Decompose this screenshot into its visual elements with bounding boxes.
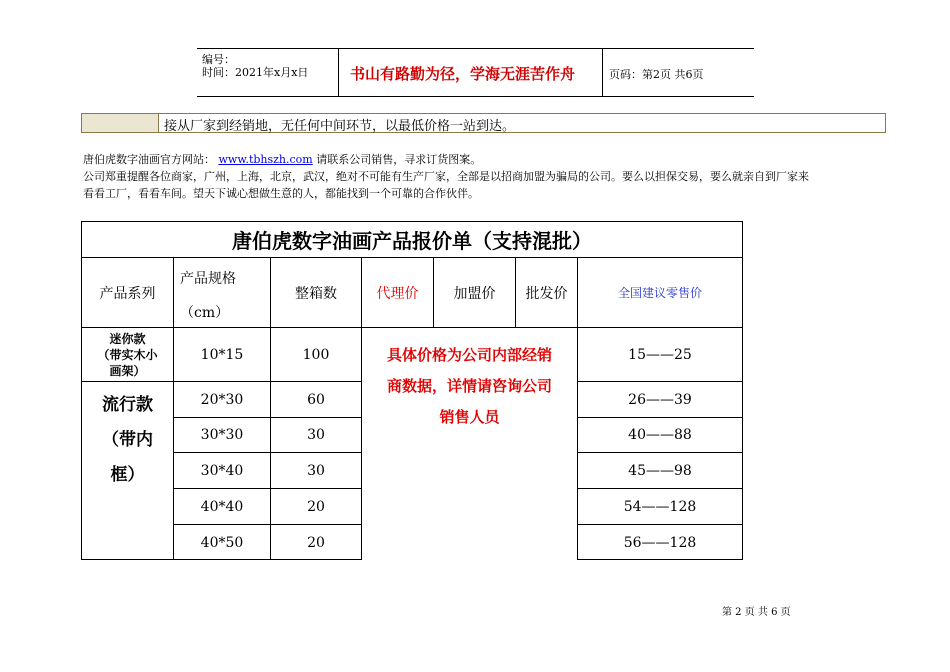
series-mini-line: （带实木小 [97,348,158,362]
row-retail: 54——128 [623,498,697,515]
row-size: 40*40 [200,498,244,515]
row-size: 30*40 [200,462,244,479]
row-size: 30*30 [200,427,244,443]
banner-text: 接从厂家到经销地，无任何中间环节，以最低价格一站到达。 [164,119,516,134]
website-label: 唐伯虎数字油画官方网站： [83,153,215,166]
date-label: 时间：2021年x月x日 [202,66,309,79]
banner-swatch [82,114,159,132]
motto: 书山有路勤为径，学海无涯苦作舟 [350,65,576,83]
header-retail-price: 全国建议零售价 [617,286,702,300]
row-qty: 100 [302,346,330,363]
price-note-line: 销售人员 [439,408,500,426]
header-top-rule [197,48,754,49]
series-popular-line: （带内 [102,430,153,450]
series-popular-line: 流行款 [102,395,153,415]
website-suffix: 请联系公司销售，寻求订货图案。 [312,153,482,166]
page-code: 页码：第2页 共6页 [609,68,704,81]
row-size: 20*30 [200,391,244,408]
row-retail: 40——88 [628,427,692,443]
series-mini-line: 迷你款 [109,332,146,346]
row-qty: 60 [307,391,325,408]
row-qty: 30 [307,427,325,443]
header-size-unit: （cm） [180,305,230,321]
row-size: 10*15 [200,346,244,363]
intro-line-invite: 看看工厂，看看车间。望天下诚心想做生意的人，都能找到一个可靠的合作伙伴。 [83,187,479,200]
table-title: 唐伯虎数字油画产品报价单（支持混批） [232,229,592,253]
row-retail: 45——98 [628,462,692,479]
row-qty: 30 [307,462,325,479]
header-divider [338,48,339,96]
row-retail: 15——25 [628,346,692,363]
header-wholesale-price: 批发价 [525,285,568,302]
header-bottom-rule [197,96,754,97]
banner [81,113,886,133]
row-qty: 20 [307,498,325,515]
header-series: 产品系列 [99,285,156,302]
price-note-line: 具体价格为公司内部经销 [386,346,552,364]
series-popular [81,388,174,493]
header-franchise-price: 加盟价 [453,285,496,302]
header-size: 产品规格 [180,271,236,287]
website-link[interactable]: www.tbhszh.com [218,153,313,166]
price-note-line: 商数据，详情请咨询公司 [386,377,552,395]
intro-line-warning: 公司郑重提醒各位商家，广州，上海，北京，武汉，绝对不可能有生产厂家，全部是以招商加盟为骗局的公司。要么以担保交易，要么就亲自到厂家来 [83,170,809,183]
header-divider [602,48,603,96]
series-mini [81,331,174,379]
row-qty: 20 [307,534,325,551]
intro-line-website [83,151,481,168]
series-popular-line: 框） [110,465,145,485]
row-size: 40*50 [200,534,244,551]
footer-page-number: 第 2 页 共 6 页 [722,607,791,618]
serial-label: 编号： [202,53,235,66]
row-retail: 26——39 [628,391,692,408]
series-mini-line: 画架） [109,364,146,378]
price-note [362,340,577,433]
row-retail: 56——128 [623,534,697,551]
header-box-qty: 整箱数 [295,285,337,302]
header-agent-price: 代理价 [376,285,419,302]
